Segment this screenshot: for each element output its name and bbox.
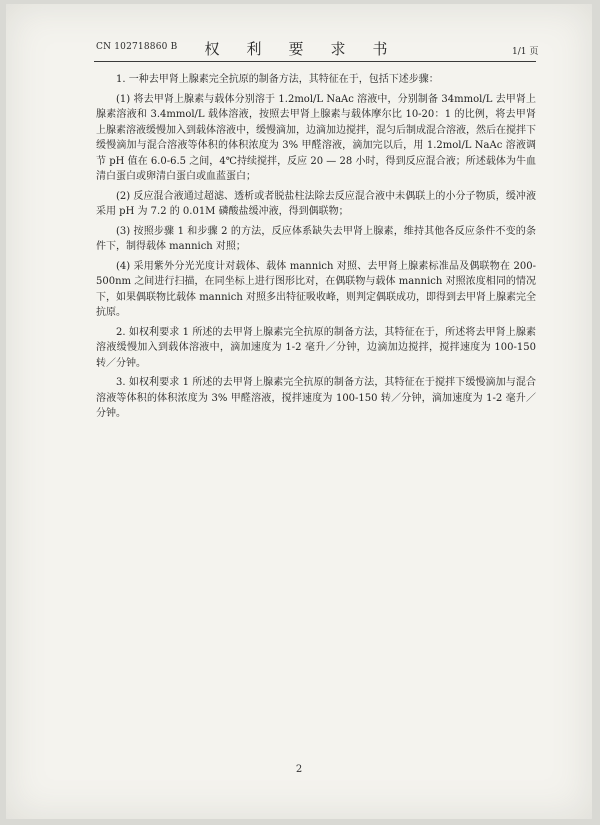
claim-1-step-4: (4) 采用紫外分光光度计对载体、载体 mannich 对照、去甲肾上腺素标准品及偶联物在 200-500nm 之间进行扫描，在同坐标上进行图形比对，在偶联物与载体 mannich 对照浓度相同的情况下，如果偶联物比载体 mannich 对照多出特征吸收峰，则判定偶联成功，即得到去甲肾上腺素完全抗原。 <box>96 260 536 318</box>
page-number: 2 <box>295 764 303 775</box>
claim-1: 1. 一种去甲肾上腺素完全抗原的制备方法，其特征在于，包括下述步骤： <box>116 74 439 85</box>
page-indicator: 1/1 页 <box>512 47 539 57</box>
document-title: 权 利 要 求 书 <box>204 40 394 58</box>
header-divider <box>94 61 536 62</box>
claims-body <box>96 70 536 426</box>
claim-1-step-3: (3) 按照步骤 1 和步骤 2 的方法，反应体系缺失去甲肾上腺素，维持其他各反应条件不变的条件下，制得载体 mannich 对照； <box>96 225 536 252</box>
claim-3: 3. 如权利要求 1 所述的去甲肾上腺素完全抗原的制备方法，其特征在于搅拌下缓慢滴加与混合溶液等体积的体积浓度为 3% 甲醛溶液，搅拌速度为 100-150 转／分钟，滴加速度为 1-2 毫升／分钟。 <box>96 377 536 419</box>
patent-number: CN 102718860 B <box>96 42 178 52</box>
claim-1-step-2: (2) 反应混合液通过超滤、透析或者脱盐柱法除去反应混合液中未偶联上的小分子物质，缓冲液采用 pH 为 7.2 的 0.01M 磷酸盐缓冲液，得到偶联物； <box>96 190 536 217</box>
claim-1-step-1: (1) 将去甲肾上腺素与载体分别溶于 1.2mol/L NaAc 溶液中，分别制备 34mmol/L 去甲肾上腺素溶液和 3.4mmol/L 载体溶液，按照去甲肾上腺素与载体摩尔比 10-20：1 的比例，将去甲肾上腺素溶液缓慢加入到载体溶液中，缓慢滴加，边滴加边搅拌，混匀后制成混合溶液，然后在搅拌下缓慢滴加与混合溶液等体积的体积浓度为 3% 甲醛溶液，滴加完以后，用 1.2mol/L NaAc 溶液调节 pH 值在 6.0-6.5 之间，4℃持续搅拌，反应 20 — 28 小时，得到反应混合液；所述载体为牛血清白蛋白或卵清白蛋白或血蓝蛋白； <box>96 93 536 182</box>
document-page <box>6 4 592 819</box>
claim-2: 2. 如权利要求 1 所述的去甲肾上腺素完全抗原的制备方法，其特征在于，所述将去甲肾上腺素溶液缓慢加入到载体溶液中，滴加速度为 1-2 毫升／分钟，边滴加边搅拌，搅拌速度为 100-150 转／分钟。 <box>96 326 536 369</box>
